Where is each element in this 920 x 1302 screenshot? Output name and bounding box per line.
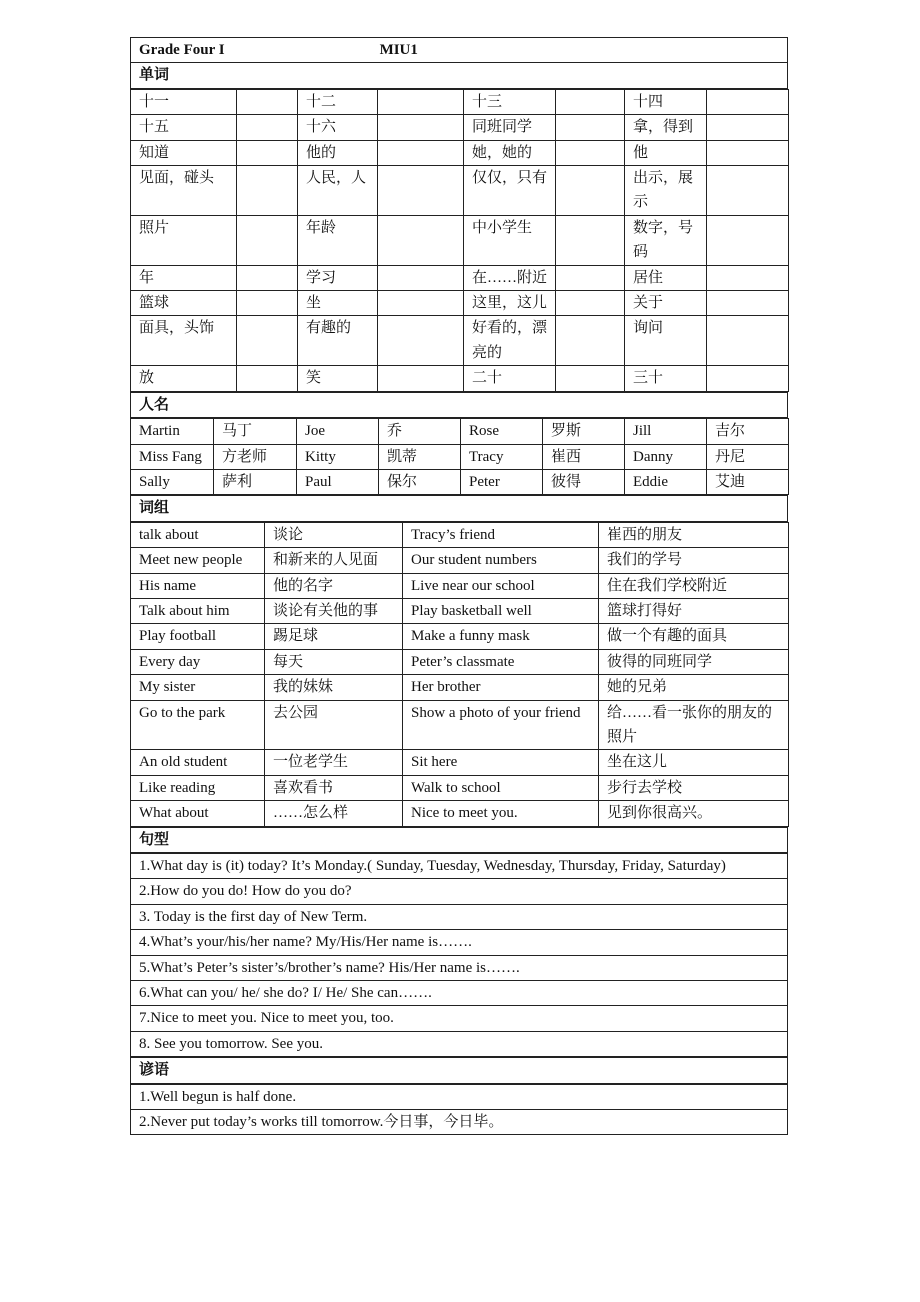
answer-blank — [378, 215, 464, 265]
phrase-english: What about — [131, 801, 265, 826]
name-chinese: 吉尔 — [707, 419, 789, 444]
phrase-chinese: 他的名字 — [265, 573, 403, 598]
answer-blank — [378, 265, 464, 290]
proverb-row — [131, 1084, 788, 1109]
phrase-row — [131, 624, 789, 649]
section-proverbs-title: 谚语 — [131, 1058, 788, 1083]
phrase-chinese: 做一个有趣的面具 — [599, 624, 789, 649]
phrase-chinese: 和新来的人见面 — [265, 548, 403, 573]
word-cell: 在……附近 — [464, 265, 556, 290]
answer-blank — [707, 316, 789, 366]
answer-blank — [237, 215, 298, 265]
phrase-english: Meet new people — [131, 548, 265, 573]
phrase-chinese: 谈论 — [265, 522, 403, 547]
phrase-chinese: 去公园 — [265, 700, 403, 750]
sentence-pattern: 3. Today is the first day of New Term. — [131, 904, 788, 929]
word-cell: 中小学生 — [464, 215, 556, 265]
phrase-chinese: 见到你很高兴。 — [599, 801, 789, 826]
phrase-english: Make a funny mask — [403, 624, 599, 649]
phrase-chinese: 我们的学号 — [599, 548, 789, 573]
name-english: Joe — [297, 419, 379, 444]
words-row — [131, 89, 789, 114]
phrase-english: Play basketball well — [403, 598, 599, 623]
worksheet-title: Grade Four I — [139, 42, 225, 58]
word-cell: 询问 — [625, 316, 707, 366]
name-english: Peter — [461, 469, 543, 494]
word-cell: 年龄 — [298, 215, 378, 265]
sentences-table — [130, 853, 788, 1057]
phrase-english: talk about — [131, 522, 265, 547]
phrase-chinese: 崔西的朋友 — [599, 522, 789, 547]
sentence-pattern: 4.What’s your/his/her name? My/His/Her name is……. — [131, 930, 788, 955]
sentence-row — [131, 904, 788, 929]
name-chinese: 艾迪 — [707, 469, 789, 494]
proverb-text: 1.Well begun is half done. — [131, 1084, 788, 1109]
phrase-english: Sit here — [403, 750, 599, 775]
word-cell: 这里，这儿 — [464, 291, 556, 316]
phrase-chinese: 坐在这儿 — [599, 750, 789, 775]
words-row — [131, 316, 789, 366]
names-table — [130, 418, 789, 495]
word-cell: 十六 — [298, 115, 378, 140]
answer-blank — [378, 89, 464, 114]
word-cell: 笑 — [298, 366, 378, 391]
name-chinese: 凯蒂 — [379, 444, 461, 469]
word-cell: 他的 — [298, 140, 378, 165]
name-english: Kitty — [297, 444, 379, 469]
worksheet — [130, 37, 790, 1135]
word-cell: 二十 — [464, 366, 556, 391]
sentence-row — [131, 930, 788, 955]
sentence-pattern: 2.How do you do! How do you do? — [131, 879, 788, 904]
name-english: Paul — [297, 469, 379, 494]
names-row — [131, 419, 789, 444]
word-cell: 见面，碰头 — [131, 166, 237, 216]
sentence-pattern: 7.Nice to meet you. Nice to meet you, too. — [131, 1006, 788, 1031]
phrase-english: Our student numbers — [403, 548, 599, 573]
phrase-english: Every day — [131, 649, 265, 674]
word-cell: 知道 — [131, 140, 237, 165]
word-cell: 人民，人 — [298, 166, 378, 216]
answer-blank — [556, 265, 625, 290]
section-sentences-title: 句型 — [131, 827, 788, 852]
names-row — [131, 444, 789, 469]
phrase-english: My sister — [131, 675, 265, 700]
name-chinese: 彼得 — [543, 469, 625, 494]
name-english: Miss Fang — [131, 444, 214, 469]
answer-blank — [556, 89, 625, 114]
phrase-english: Live near our school — [403, 573, 599, 598]
name-chinese: 萨利 — [214, 469, 297, 494]
phrase-english: Walk to school — [403, 775, 599, 800]
words-row — [131, 366, 789, 391]
phrase-chinese: 彼得的同班同学 — [599, 649, 789, 674]
phrase-chinese: 每天 — [265, 649, 403, 674]
phrase-english: Peter’s classmate — [403, 649, 599, 674]
name-chinese: 保尔 — [379, 469, 461, 494]
name-chinese: 丹尼 — [707, 444, 789, 469]
word-cell: 仅仅，只有 — [464, 166, 556, 216]
proverb-row — [131, 1110, 788, 1135]
words-row — [131, 265, 789, 290]
answer-blank — [556, 366, 625, 391]
word-cell: 十四 — [625, 89, 707, 114]
word-cell: 居住 — [625, 265, 707, 290]
word-cell: 拿，得到 — [625, 115, 707, 140]
answer-blank — [237, 115, 298, 140]
word-cell: 十二 — [298, 89, 378, 114]
name-english: Tracy — [461, 444, 543, 469]
answer-blank — [556, 166, 625, 216]
answer-blank — [707, 115, 789, 140]
phrase-english: Go to the park — [131, 700, 265, 750]
section-words-title: 单词 — [131, 63, 788, 88]
word-cell: 十一 — [131, 89, 237, 114]
phrase-english: Her brother — [403, 675, 599, 700]
name-english: Sally — [131, 469, 214, 494]
word-cell: 关于 — [625, 291, 707, 316]
phrase-english: Like reading — [131, 775, 265, 800]
phrase-english: Nice to meet you. — [403, 801, 599, 826]
phrases-table — [130, 522, 789, 827]
answer-blank — [707, 140, 789, 165]
phrase-chinese: 谈论有关他的事 — [265, 598, 403, 623]
section-phrases-title: 词组 — [131, 496, 788, 521]
phrase-row — [131, 548, 789, 573]
sentence-pattern: 8. See you tomorrow. See you. — [131, 1031, 788, 1056]
answer-blank — [237, 291, 298, 316]
word-cell: 学习 — [298, 265, 378, 290]
phrase-english: His name — [131, 573, 265, 598]
answer-blank — [556, 215, 625, 265]
phrase-row — [131, 522, 789, 547]
answer-blank — [378, 366, 464, 391]
section-names-title: 人名 — [131, 392, 788, 417]
answer-blank — [237, 89, 298, 114]
sentence-pattern: 6.What can you/ he/ she do? I/ He/ She can……. — [131, 981, 788, 1006]
word-cell: 她，她的 — [464, 140, 556, 165]
words-table — [130, 89, 789, 392]
answer-blank — [378, 115, 464, 140]
phrase-chinese: 她的兄弟 — [599, 675, 789, 700]
phrase-chinese: 住在我们学校附近 — [599, 573, 789, 598]
phrase-row — [131, 700, 789, 750]
words-row — [131, 215, 789, 265]
answer-blank — [707, 366, 789, 391]
word-cell: 十五 — [131, 115, 237, 140]
words-row — [131, 140, 789, 165]
word-cell: 有趣的 — [298, 316, 378, 366]
sentence-row — [131, 955, 788, 980]
phrase-row — [131, 598, 789, 623]
phrase-chinese: 踢足球 — [265, 624, 403, 649]
proverbs-table — [130, 1084, 788, 1136]
name-chinese: 方老师 — [214, 444, 297, 469]
name-chinese: 罗斯 — [543, 419, 625, 444]
word-cell: 年 — [131, 265, 237, 290]
sentence-row — [131, 854, 788, 879]
answer-blank — [237, 316, 298, 366]
words-row — [131, 291, 789, 316]
sentence-row — [131, 879, 788, 904]
answer-blank — [237, 366, 298, 391]
names-row — [131, 469, 789, 494]
answer-blank — [237, 265, 298, 290]
phrase-english: Show a photo of your friend — [403, 700, 599, 750]
sentence-pattern: 5.What’s Peter’s sister’s/brother’s name? His/Her name is……. — [131, 955, 788, 980]
answer-blank — [556, 291, 625, 316]
name-english: Eddie — [625, 469, 707, 494]
name-english: Jill — [625, 419, 707, 444]
header-table — [130, 37, 788, 89]
word-cell: 他 — [625, 140, 707, 165]
name-english: Danny — [625, 444, 707, 469]
answer-blank — [237, 166, 298, 216]
answer-blank — [556, 115, 625, 140]
word-cell: 放 — [131, 366, 237, 391]
phrase-english: Talk about him — [131, 598, 265, 623]
phrase-english: An old student — [131, 750, 265, 775]
word-cell: 照片 — [131, 215, 237, 265]
name-chinese: 崔西 — [543, 444, 625, 469]
word-cell: 数字，号码 — [625, 215, 707, 265]
phrase-row — [131, 675, 789, 700]
words-row — [131, 115, 789, 140]
proverb-text: 2.Never put today’s works till tomorrow.今日事，今日毕。 — [131, 1110, 788, 1135]
answer-blank — [237, 140, 298, 165]
answer-blank — [556, 140, 625, 165]
phrase-english: Tracy’s friend — [403, 522, 599, 547]
phrase-row — [131, 750, 789, 775]
phrase-chinese: 给……看一张你的朋友的照片 — [599, 700, 789, 750]
answer-blank — [378, 291, 464, 316]
word-cell: 十三 — [464, 89, 556, 114]
phrase-chinese: 一位老学生 — [265, 750, 403, 775]
phrase-chinese: 步行去学校 — [599, 775, 789, 800]
sentence-row — [131, 1031, 788, 1056]
phrase-row — [131, 775, 789, 800]
phrase-chinese: 我的妹妹 — [265, 675, 403, 700]
words-row — [131, 166, 789, 216]
word-cell: 篮球 — [131, 291, 237, 316]
word-cell: 同班同学 — [464, 115, 556, 140]
name-english: Martin — [131, 419, 214, 444]
answer-blank — [707, 265, 789, 290]
phrase-row — [131, 649, 789, 674]
sentence-row — [131, 1006, 788, 1031]
unit-label: MIU1 — [379, 42, 418, 58]
name-english: Rose — [461, 419, 543, 444]
answer-blank — [378, 140, 464, 165]
phrase-chinese: 喜欢看书 — [265, 775, 403, 800]
answer-blank — [707, 215, 789, 265]
sentence-pattern: 1.What day is (it) today? It’s Monday.( Sunday, Tuesday, Wednesday, Thursday, Friday, Saturday) — [131, 854, 788, 879]
name-chinese: 乔 — [379, 419, 461, 444]
phrase-chinese: ……怎么样 — [265, 801, 403, 826]
word-cell: 三十 — [625, 366, 707, 391]
sentence-row — [131, 981, 788, 1006]
word-cell: 好看的，漂亮的 — [464, 316, 556, 366]
word-cell: 坐 — [298, 291, 378, 316]
answer-blank — [707, 291, 789, 316]
word-cell: 出示，展示 — [625, 166, 707, 216]
answer-blank — [707, 166, 789, 216]
phrase-chinese: 篮球打得好 — [599, 598, 789, 623]
answer-blank — [378, 316, 464, 366]
word-cell: 面具，头饰 — [131, 316, 237, 366]
answer-blank — [378, 166, 464, 216]
phrase-row — [131, 801, 789, 826]
phrase-row — [131, 573, 789, 598]
answer-blank — [556, 316, 625, 366]
phrase-english: Play football — [131, 624, 265, 649]
answer-blank — [707, 89, 789, 114]
name-chinese: 马丁 — [214, 419, 297, 444]
